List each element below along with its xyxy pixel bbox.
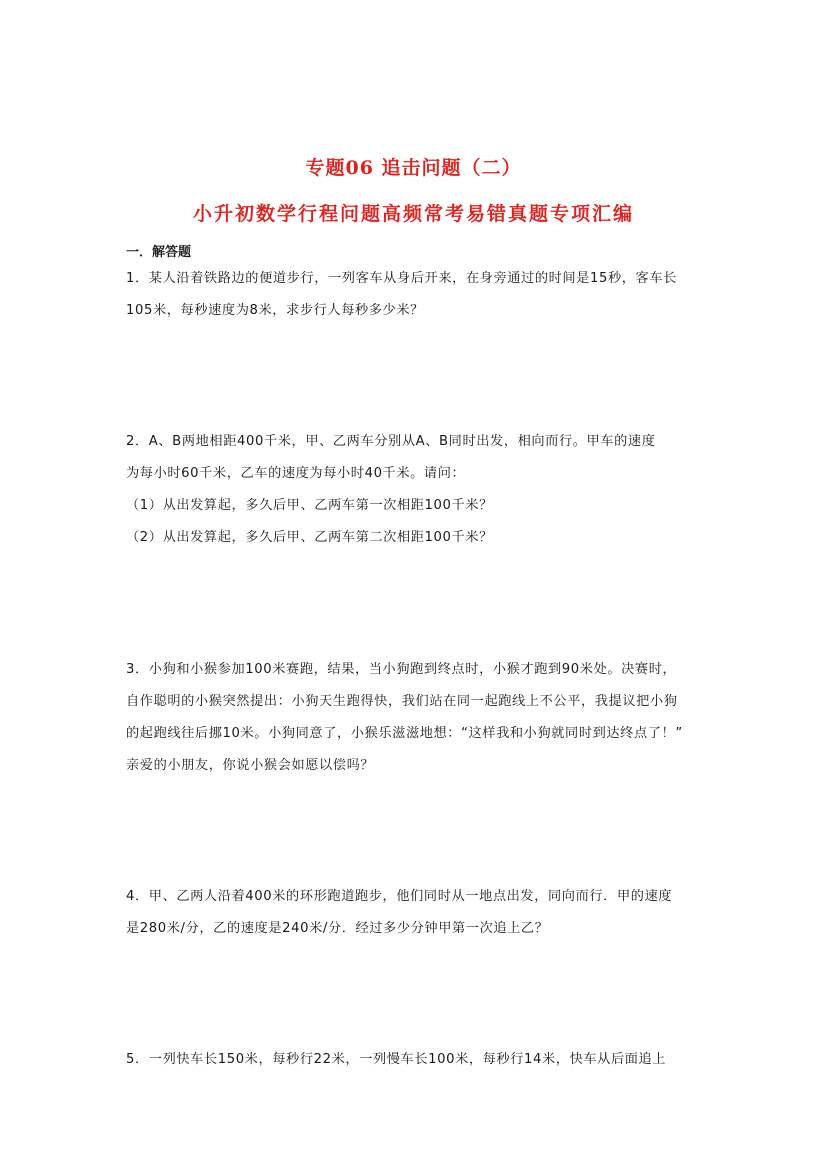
question-3-line-3: 的起跑线往后挪10米。小狗同意了，小猴乐滋滋地想：“这样我和小狗就同时到达终点了！” <box>126 726 683 741</box>
question-1-line-1: 1．某人沿着铁路边的便道步行，一列客车从身后开来，在身旁通过的时间是15秒，客车长 <box>126 271 677 286</box>
question-4-line-1: 4．甲、乙两人沿着400米的环形跑道跑步，他们同时从一地点出发，同向而行．甲的速度 <box>126 889 673 904</box>
page-subtitle: 小升初数学行程问题高频常考易错真题专项汇编 <box>192 203 634 225</box>
question-5-line-1: 5．一列快车长150米，每秒行22米，一列慢车长100米，每秒行14米，快车从后面追上 <box>126 1052 667 1067</box>
page-title: 专题06 追击问题（二） <box>305 157 522 179</box>
question-3-line-4: 亲爱的小朋友，你说小猴会如愿以偿吗？ <box>126 758 375 773</box>
section-heading: 一．解答题 <box>126 245 192 260</box>
question-2-part-1: （1）从出发算起，多久后甲、乙两车第一次相距100千米？ <box>126 498 493 513</box>
question-2-line-2: 为每小时60千米，乙车的速度为每小时40千米。请问： <box>126 466 466 481</box>
question-2-line-1: 2．A、B两地相距400千米，甲、乙两车分别从A、B同时出发，相向而行。甲车的速度 <box>126 434 656 449</box>
question-4-line-2: 是280米/分，乙的速度是240米/分．经过多少分钟甲第一次追上乙？ <box>126 921 549 936</box>
question-3-line-2: 自作聪明的小猴突然提出：小狗天生跑得快，我们站在同一起跑线上不公平，我提议把小狗 <box>126 694 678 709</box>
question-2-part-2: （2）从出发算起，多久后甲、乙两车第二次相距100千米？ <box>126 530 493 545</box>
question-1-line-2: 105米，每秒速度为8米，求步行人每秒多少米？ <box>126 303 424 318</box>
question-3-line-1: 3．小狗和小猴参加100米赛跑，结果，当小狗跑到终点时，小猴才跑到90米处。决赛时， <box>126 662 677 677</box>
